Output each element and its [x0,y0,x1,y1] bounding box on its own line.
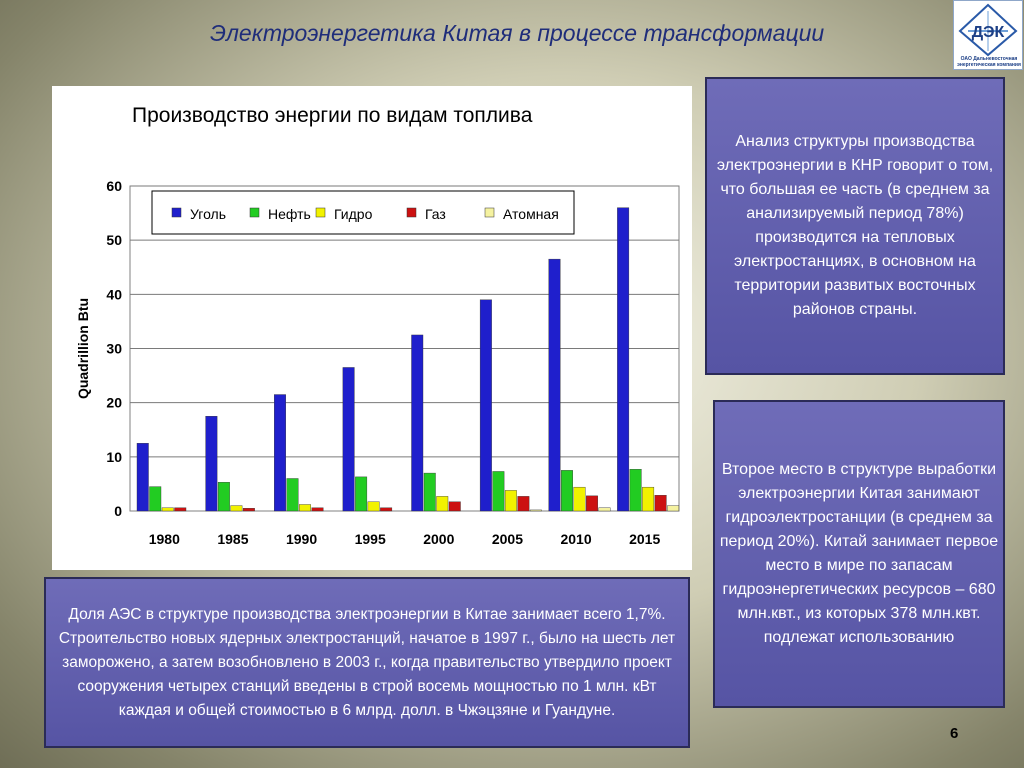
y-axis-label: Quadrillion Btu [75,297,91,400]
bar-Нефть-2005 [493,471,505,511]
y-tick-label: 40 [106,286,122,303]
slide-title: Электроэнергетика Китая в процессе трансформации [210,20,825,46]
nuclear-text: Доля АЭС в структуре производства электроэнергии в Китае занимает всего 1,7%. Строительство новых ядерных электростанций, начатое в 1997 г., было на шесть лет заморожено, а затем возобновлено в 2003 г., когда правительство утвердило проект сооружения четырех станций введены в строй восемь мощностью по 1 млн. кВт каждая и общей стоимостью в 6 млрд. долл. в Чжэцзяне и Гуандуне. [58,605,676,719]
legend-label: Нефть [268,206,311,222]
page-number: 6 [950,725,959,742]
bar-Нефть-2010 [561,470,573,511]
logo-text: ДЭК [971,24,1005,41]
bar-Газ-1985 [243,508,255,511]
bar-Гидро-1985 [231,506,243,511]
x-tick-label: 2010 [560,531,592,547]
x-tick-label: 2000 [423,531,455,547]
x-tick-label: 1985 [217,531,249,547]
bar-Газ-2015 [655,495,667,511]
legend-label: Уголь [190,206,227,222]
bar-Атомная-2010 [599,508,611,511]
legend-label: Атомная [503,206,559,222]
bar-Атомная-2005 [530,510,542,511]
bar-Гидро-2010 [574,487,586,511]
bar-Гидро-2000 [437,496,449,511]
bar-Газ-2000 [449,502,461,511]
bar-Газ-2010 [586,496,598,511]
x-tick-label: 1995 [354,531,386,547]
bar-Газ-1995 [380,508,392,511]
bar-Нефть-1995 [355,477,367,511]
bar-Газ-2005 [518,496,530,511]
y-tick-label: 0 [114,503,122,519]
x-tick-label: 2005 [491,531,524,547]
bar-Атомная-2015 [667,506,679,511]
legend-swatch [485,208,494,217]
x-tick-label: 1980 [148,531,180,547]
chart-panel [52,86,692,570]
bar-Гидро-1995 [368,502,380,511]
logo-caption: ОАО Дальневосточная энергетическая компания [957,56,1021,68]
bar-Уголь-2005 [480,300,492,511]
legend-label: Газ [425,206,446,222]
y-tick-label: 30 [106,340,122,357]
legend-swatch [316,208,325,217]
bar-Уголь-1985 [206,416,218,511]
bar-Уголь-2010 [549,259,561,511]
coal-analysis-text: Анализ структуры производства электроэнергии в КНР говорит о том, что большая ее часть (в среднем за анализируемый период 78%) производится на тепловых электростанциях, в основном на территории развитых восточных районов страны. [716,133,994,318]
hydro-box [713,400,1005,708]
legend-label: Гидро [334,206,373,222]
y-tick-label: 20 [106,394,122,411]
bar-Газ-1990 [312,508,324,511]
legend-swatch [407,208,416,217]
nuclear-box [44,577,690,748]
company-logo [953,0,1023,70]
y-tick-label: 60 [106,178,122,194]
bar-Нефть-2015 [630,469,642,511]
y-tick-label: 10 [106,448,122,465]
bar-Уголь-1980 [137,443,149,511]
x-tick-label: 1990 [285,531,318,547]
hydro-text: Второе место в структуре выработки электроэнергии Китая занимают гидроэлектростанции (в среднем за период 20%). Китай занимает первое место в мире по запасам гидроэнергетических ресурсов – 680 млн.квт., из которых 378 млн.квт. подлежат использованию [719,461,999,646]
bar-Нефть-2000 [424,473,436,511]
bar-Уголь-1990 [274,395,286,511]
bar-Нефть-1990 [287,479,299,512]
bar-Гидро-2005 [505,490,517,511]
y-tick-label: 50 [106,232,122,249]
bar-Уголь-2000 [412,335,424,511]
x-tick-label: 2015 [629,531,661,547]
bar-Газ-1980 [175,508,187,511]
bar-Гидро-1990 [299,505,311,512]
coal-analysis-box [705,77,1005,375]
bar-Нефть-1980 [150,487,162,511]
legend-swatch [250,208,259,217]
energy-production-chart [52,86,692,570]
bar-Гидро-2015 [642,487,654,511]
bar-Уголь-1995 [343,367,355,511]
bar-Уголь-2015 [617,208,629,511]
legend-swatch [172,208,181,217]
logo-mark-icon [954,1,1022,57]
bar-Нефть-1985 [218,482,230,511]
bar-Гидро-1980 [162,508,174,511]
chart-title: Производство энергии по видам топлива [132,104,533,127]
